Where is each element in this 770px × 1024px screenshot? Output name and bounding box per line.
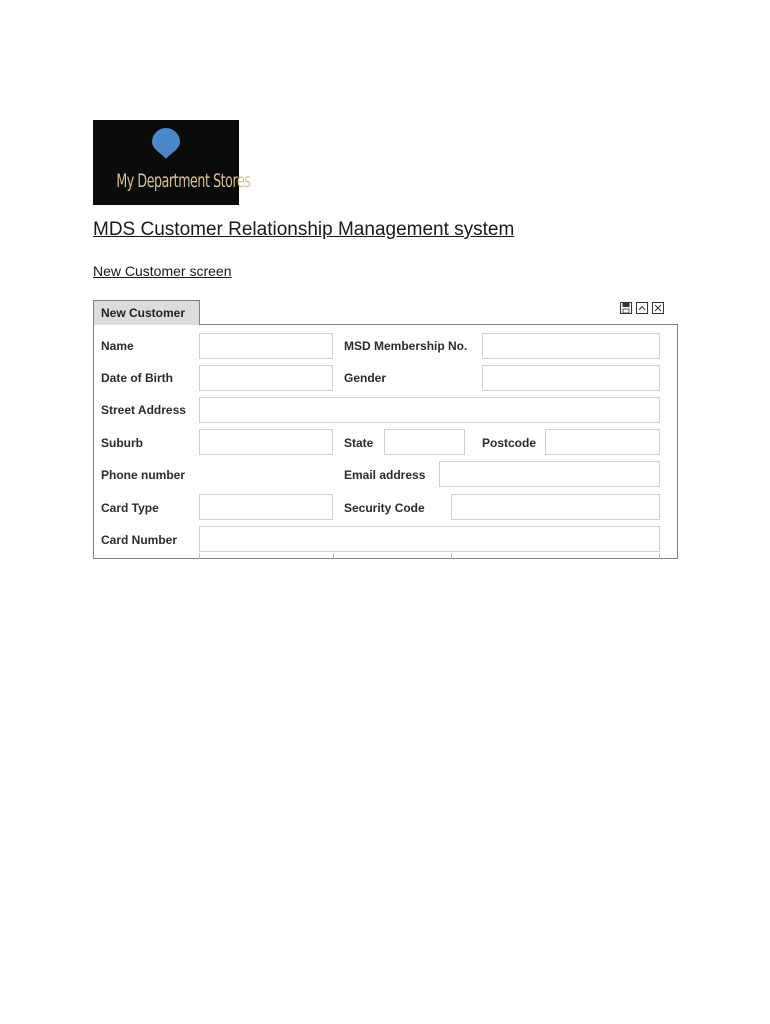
state-input[interactable] <box>384 429 465 455</box>
card-type-label: Card Type <box>101 501 159 515</box>
window-controls <box>620 302 664 314</box>
suburb-label: Suburb <box>101 436 143 450</box>
page-title: MDS Customer Relationship Management system <box>93 219 515 240</box>
column-divider <box>451 553 452 559</box>
logo-wordmark: My Department Stores <box>116 171 251 192</box>
save-icon[interactable] <box>620 302 632 314</box>
page-subtitle: New Customer screen <box>93 263 232 279</box>
gender-label: Gender <box>344 371 387 385</box>
location-pin-icon <box>150 128 182 160</box>
postcode-label: Postcode <box>482 436 537 450</box>
company-logo <box>93 120 251 205</box>
card-type-input[interactable] <box>199 494 333 520</box>
column-divider <box>333 553 334 559</box>
postcode-input[interactable] <box>545 429 660 455</box>
email-input[interactable] <box>439 461 660 487</box>
card-number-label: Card Number <box>101 533 178 547</box>
street-address-label: Street Address <box>101 403 186 417</box>
name-label: Name <box>101 339 134 353</box>
dob-input[interactable] <box>199 365 333 391</box>
column-divider <box>659 553 660 559</box>
security-code-label: Security Code <box>344 501 425 515</box>
membership-input[interactable] <box>482 333 660 359</box>
tab-new-customer[interactable]: New Customer <box>93 300 200 325</box>
close-icon[interactable] <box>652 302 664 314</box>
security-code-input[interactable] <box>451 494 660 520</box>
gender-input[interactable] <box>482 365 660 391</box>
name-input[interactable] <box>199 333 333 359</box>
membership-label: MSD Membership No. <box>344 339 468 353</box>
street-address-input[interactable] <box>199 397 660 423</box>
state-label: State <box>344 436 374 450</box>
dob-label: Date of Birth <box>101 371 173 385</box>
column-divider <box>199 553 200 559</box>
minimize-icon[interactable] <box>636 302 648 314</box>
card-number-input[interactable] <box>199 526 660 552</box>
email-label: Email address <box>344 468 426 482</box>
suburb-input[interactable] <box>199 429 333 455</box>
phone-label: Phone number <box>101 468 186 482</box>
